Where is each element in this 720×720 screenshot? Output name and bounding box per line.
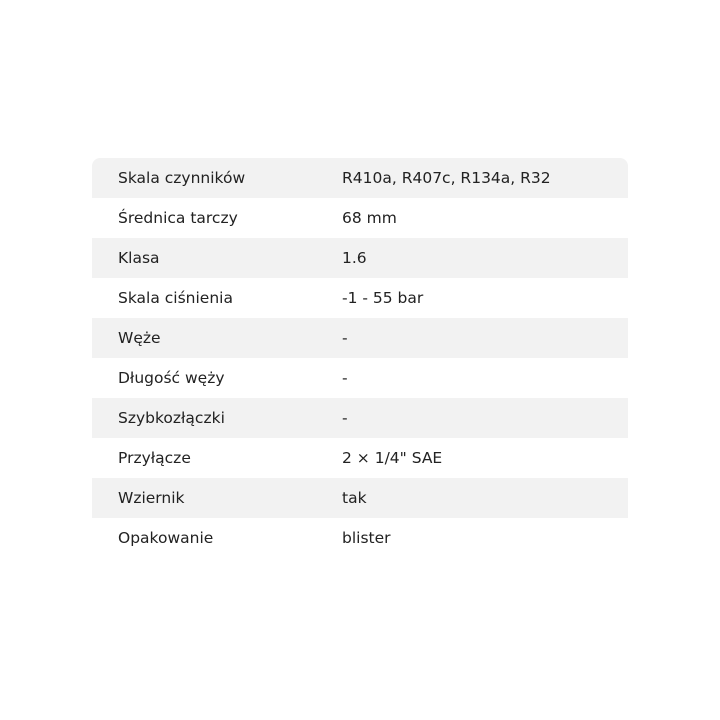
spec-value: 1.6 (342, 249, 367, 267)
spec-row-refrigerant-scale (92, 158, 628, 198)
spec-row-packaging (92, 518, 628, 558)
spec-value: - (342, 369, 348, 387)
spec-label: Opakowanie (118, 529, 214, 547)
spec-value: -1 - 55 bar (342, 289, 424, 307)
spec-row-quick-couplers (92, 398, 628, 438)
spec-label: Skala czynników (118, 169, 246, 187)
spec-row-connection (92, 438, 628, 478)
spec-label: Węże (118, 329, 161, 347)
spec-value: R410a, R407c, R134a, R32 (342, 169, 551, 187)
spec-value: 2 × 1/4" SAE (342, 449, 443, 467)
spec-label: Średnica tarczy (118, 209, 238, 227)
spec-label: Wziernik (118, 489, 185, 507)
spec-value: blister (342, 529, 391, 547)
spec-value: 68 mm (342, 209, 397, 227)
spec-value: tak (342, 489, 367, 507)
spec-row-sight-glass (92, 478, 628, 518)
spec-label: Klasa (118, 249, 160, 267)
spec-label: Szybkozłączki (118, 409, 225, 427)
spec-label: Skala ciśnienia (118, 289, 233, 307)
spec-row-hose-length (92, 358, 628, 398)
spec-row-dial-diameter (92, 198, 628, 238)
specifications-table (92, 158, 628, 558)
spec-label: Przyłącze (118, 449, 191, 467)
spec-label: Długość węży (118, 369, 225, 387)
spec-row-hoses (92, 318, 628, 358)
spec-value: - (342, 409, 348, 427)
spec-row-pressure-scale (92, 278, 628, 318)
spec-row-accuracy-class (92, 238, 628, 278)
spec-value: - (342, 329, 348, 347)
